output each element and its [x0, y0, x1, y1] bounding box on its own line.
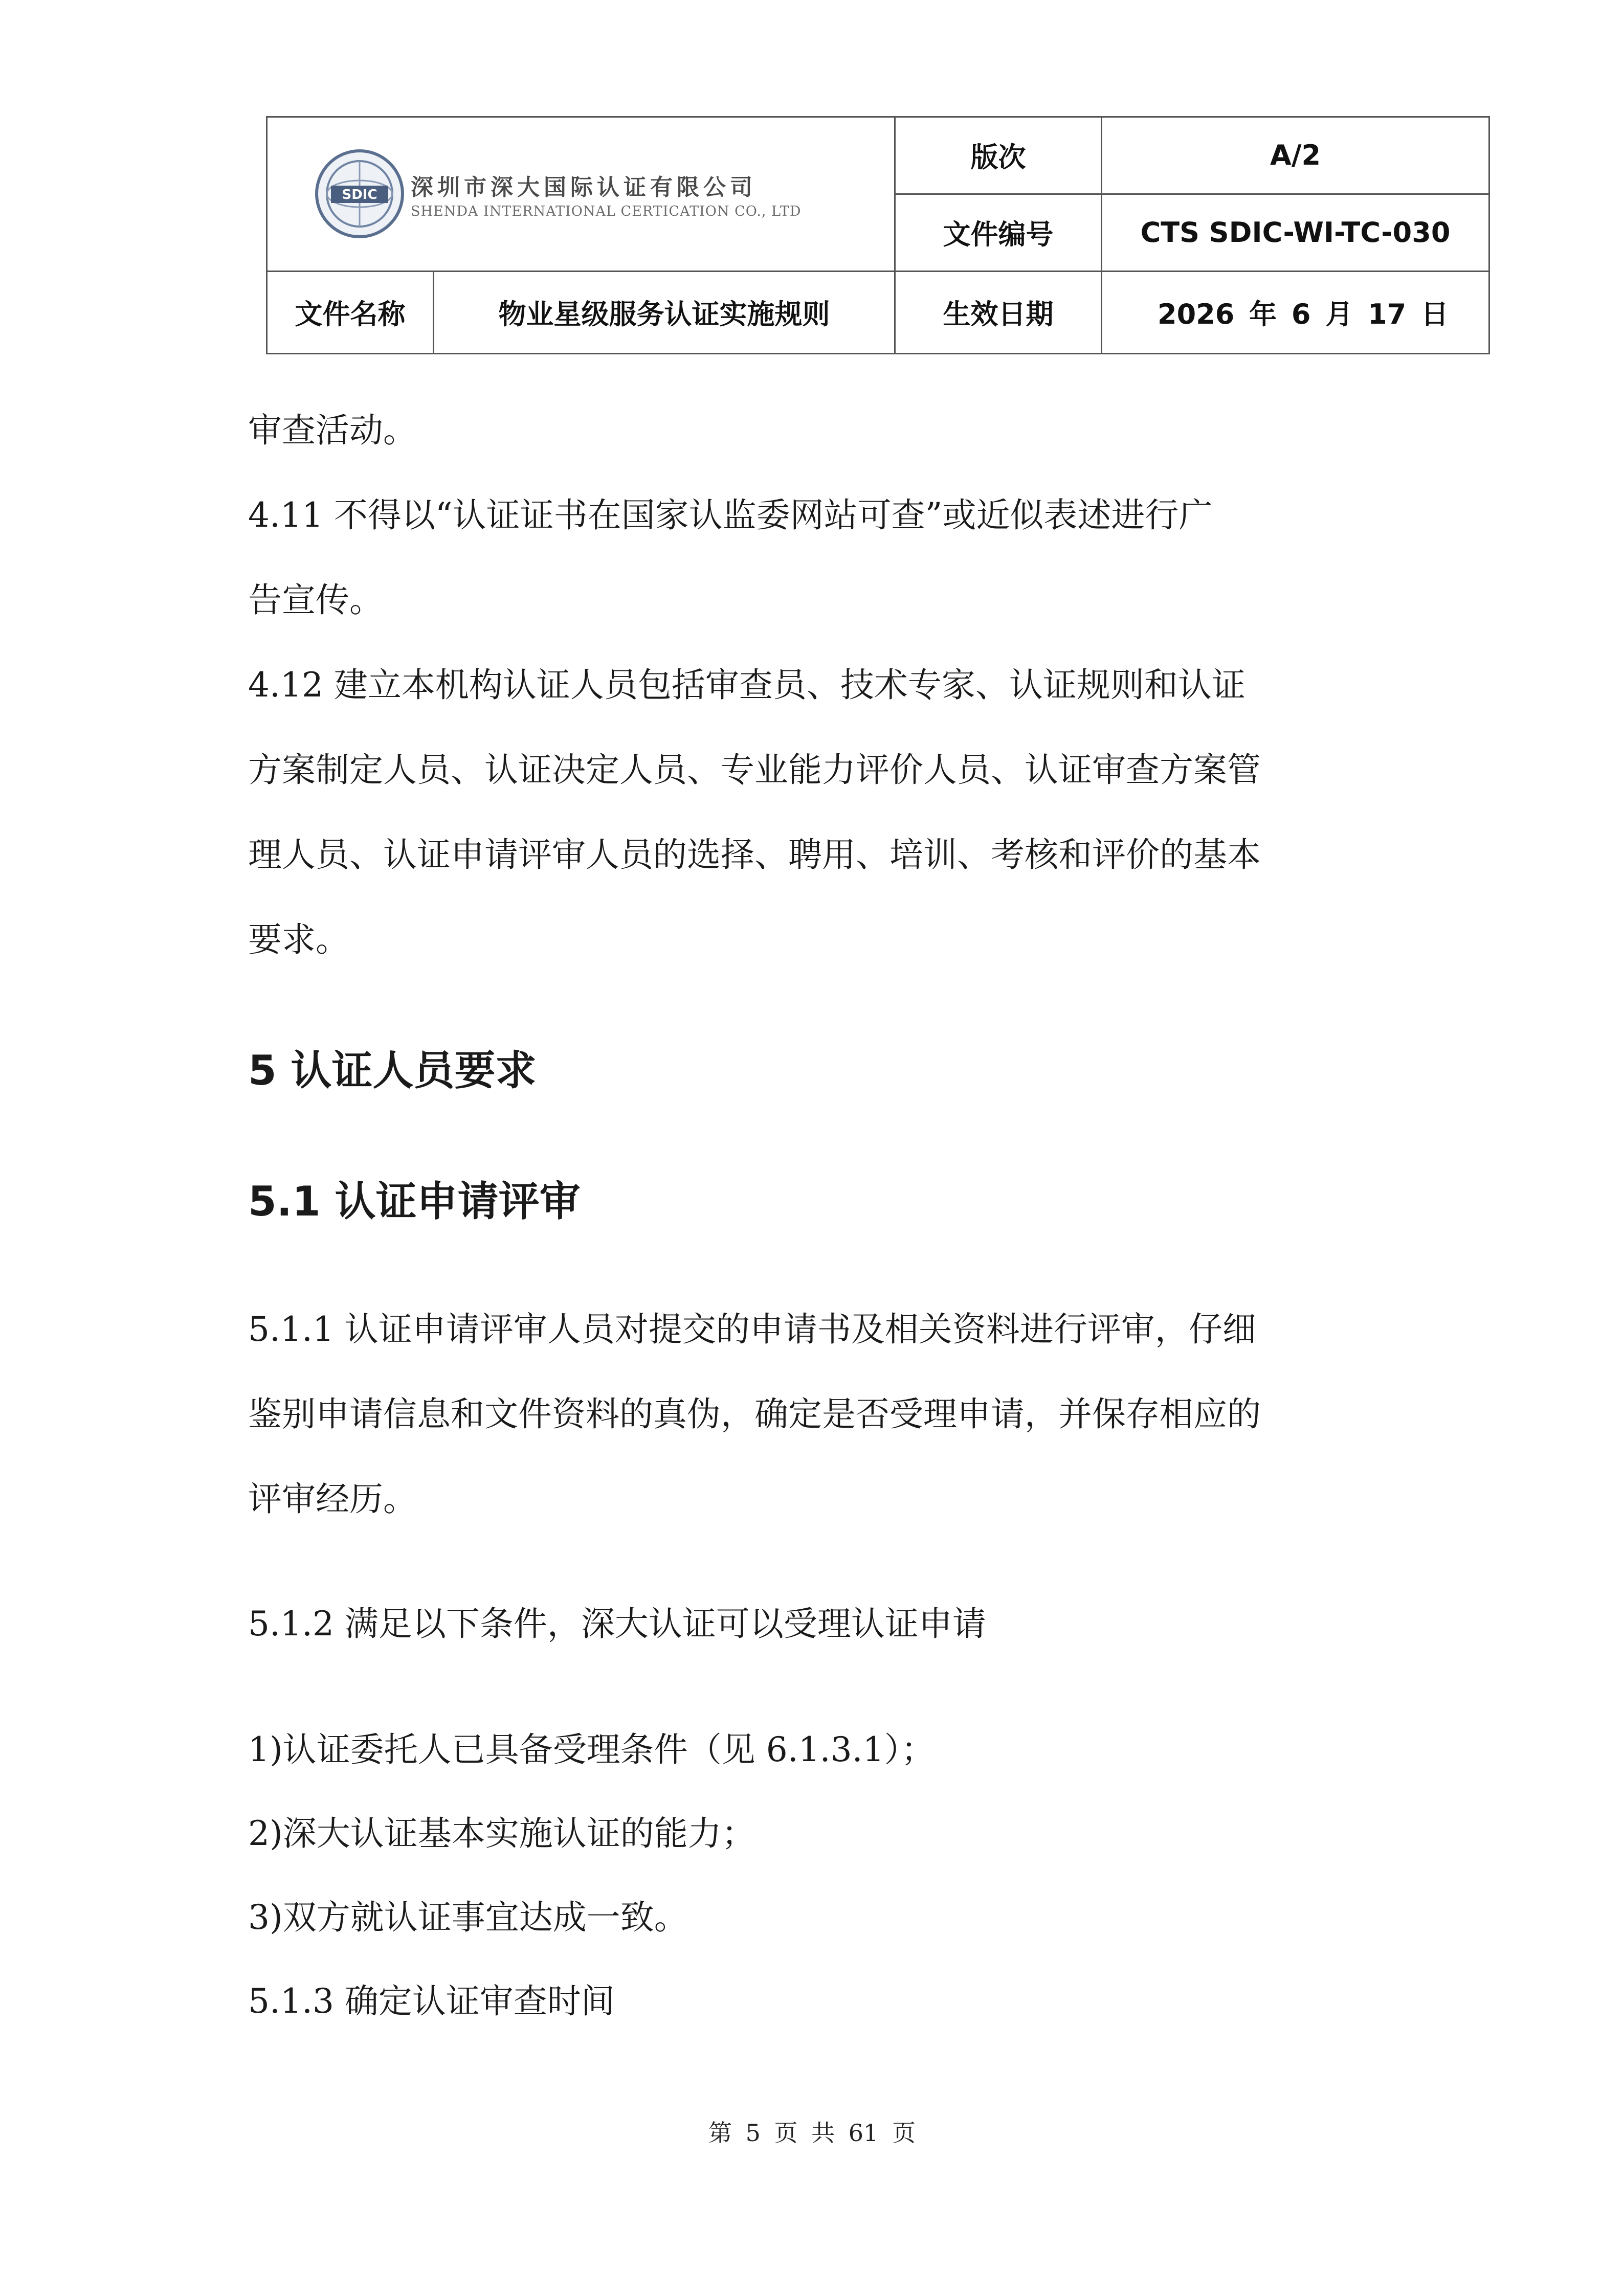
body-line: 鉴别申请信息和文件资料的真伪，确定是否受理申请，并保存相应的 — [248, 1394, 1261, 1434]
section-heading-5-1: 5.1 认证申请评审 — [248, 1178, 581, 1225]
body-line: 4.11 不得以“认证证书在国家认监委网站可查”或近似表述进行广 — [248, 496, 1213, 535]
body-line: 5.1.1 认证申请评审人员对提交的申请书及相关资料进行评审，仔细 — [248, 1310, 1256, 1349]
body-line: 审查活动。 — [248, 411, 417, 450]
effective-date-label: 生效日期 — [895, 271, 1102, 353]
doc-name-label: 文件名称 — [267, 271, 434, 353]
section-heading-5: 5 认证人员要求 — [248, 1047, 537, 1094]
body-line: 评审经历。 — [248, 1479, 417, 1519]
body-line: 5.1.3 确定认证审查时间 — [248, 1982, 615, 2021]
list-item: 1)认证委托人已具备受理条件（见 6.1.3.1）； — [248, 1730, 935, 1769]
body-line: 理人员、认证申请评审人员的选择、聘用、培训、考核和评价的基本 — [248, 835, 1261, 874]
company-logo-cell — [267, 117, 895, 272]
page-number: 第 5 页 共 61 页 — [708, 2119, 916, 2147]
document-header-table — [266, 116, 1490, 354]
company-logo-icon — [314, 148, 406, 240]
body-line: 5.1.2 满足以下条件，深大认证可以受理认证申请 — [248, 1604, 986, 1644]
doc-number-value: CTS SDIC-WI-TC-030 — [1102, 194, 1489, 271]
company-name-en: SHENDA INTERNATIONAL CERTICATION CO., LTD — [411, 203, 802, 219]
body-line: 方案制定人员、认证决定人员、专业能力评价人员、认证审查方案管 — [248, 750, 1261, 790]
edition-label: 版次 — [895, 117, 1102, 194]
company-name-cn: 深圳市深大国际认证有限公司 — [411, 174, 757, 200]
effective-date-value: 2026 年 6 月 17 日 — [1102, 271, 1489, 353]
doc-name-value: 物业星级服务认证实施规则 — [434, 271, 895, 353]
body-line: 告宣传。 — [248, 580, 383, 620]
body-line: 要求。 — [248, 920, 349, 959]
list-item: 3)双方就认证事宜达成一致。 — [248, 1898, 688, 1937]
logo-text: SDIC — [342, 187, 377, 203]
doc-number-label: 文件编号 — [895, 194, 1102, 271]
edition-value: A/2 — [1102, 117, 1489, 194]
body-line: 4.12 建立本机构认证人员包括审查员、技术专家、认证规则和认证 — [248, 665, 1245, 705]
list-item: 2)深大认证基本实施认证的能力； — [248, 1814, 755, 1853]
